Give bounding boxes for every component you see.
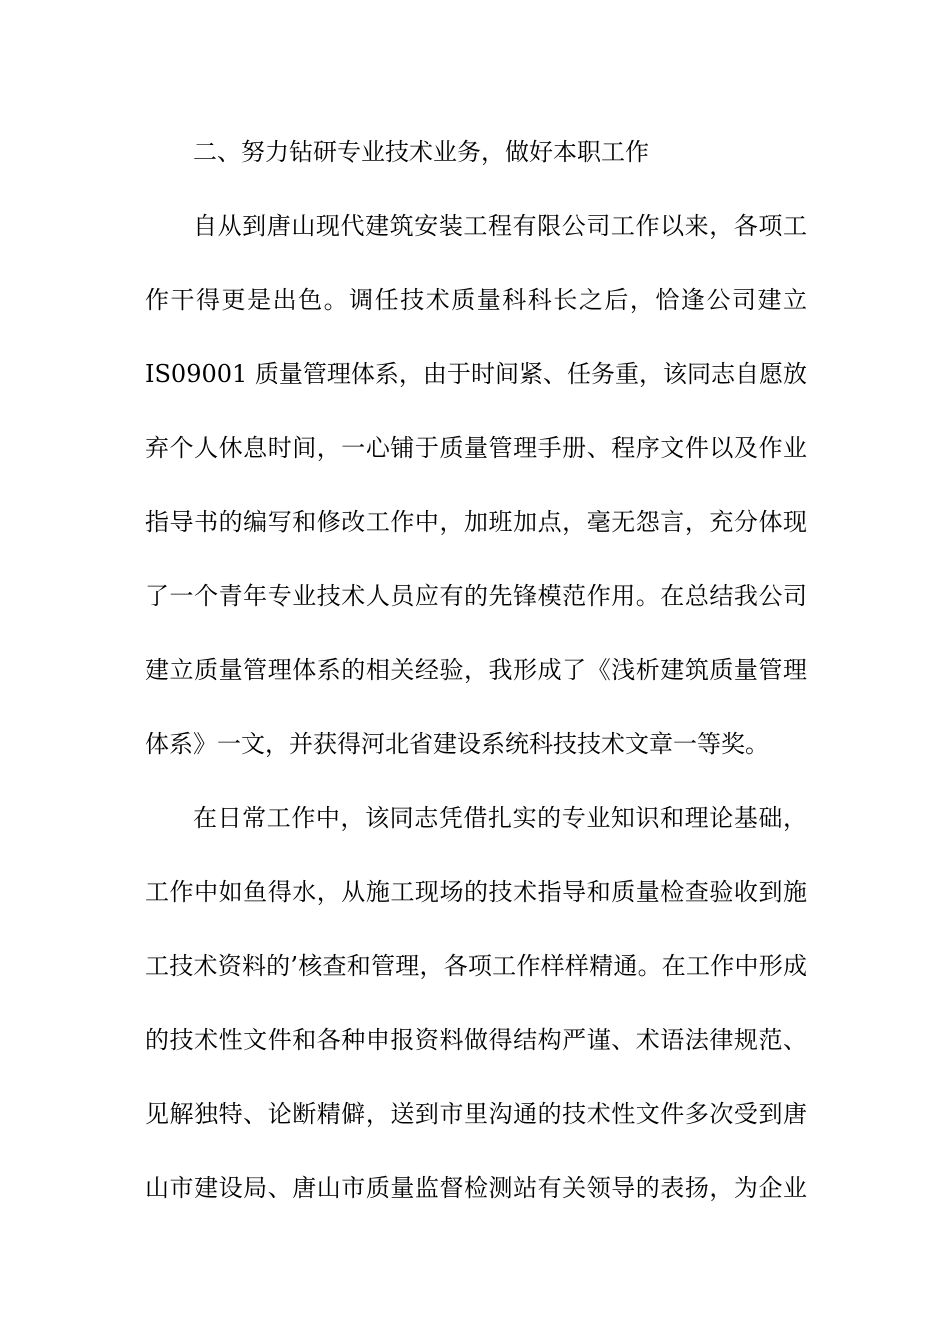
paragraph-line: 体系》一文，并获得河北省建设系统科技技术文章一等奖。 [145,730,769,758]
paragraph-line: 建立质量管理体系的相关经验，我形成了《浅析建筑质量管理 [145,656,807,684]
paragraph-line: 了一个青年专业技术人员应有的先锋模范作用。在总结我公司 [145,582,807,610]
paragraph-line: 工技术资料的’核查和管理，各项工作样样精通。在工作中形成 [145,952,807,980]
paragraph-2 [145,790,807,1234]
paragraph-line: 作干得更是出色。调任技术质量科科长之后，恰逢公司建立 [145,286,807,314]
paragraph-1 [145,198,807,790]
paragraph-line: 山市建设局、唐山市质量监督检测站有关领导的表扬，为企业 [145,1174,807,1202]
section-heading: 二、努力钻研专业技术业务，做好本职工作 [193,138,649,166]
paragraph-line: 指导书的编写和修改工作中，加班加点，毫无怨言，充分体现 [145,508,807,536]
paragraph-line: 工作中如鱼得水，从施工现场的技术指导和质量检查验收到施 [145,878,807,906]
paragraph-line: IS09001 质量管理体系，由于时间紧、任务重，该同志自愿放 [145,360,807,388]
paragraph-line: 见解独特、论断精僻，送到市里沟通的技术性文件多次受到唐 [145,1100,807,1128]
paragraph-line: 在日常工作中，该同志凭借扎实的专业知识和理论基础， [193,804,807,832]
paragraph-line: 自从到唐山现代建筑安装工程有限公司工作以来，各项工 [193,212,807,240]
paragraph-line: 的技术性文件和各种申报资料做得结构严谨、术语法律规范、 [145,1026,807,1054]
paragraph-line: 弃个人休息时间，一心铺于质量管理手册、程序文件以及作业 [145,434,807,462]
document-body [145,124,807,1234]
